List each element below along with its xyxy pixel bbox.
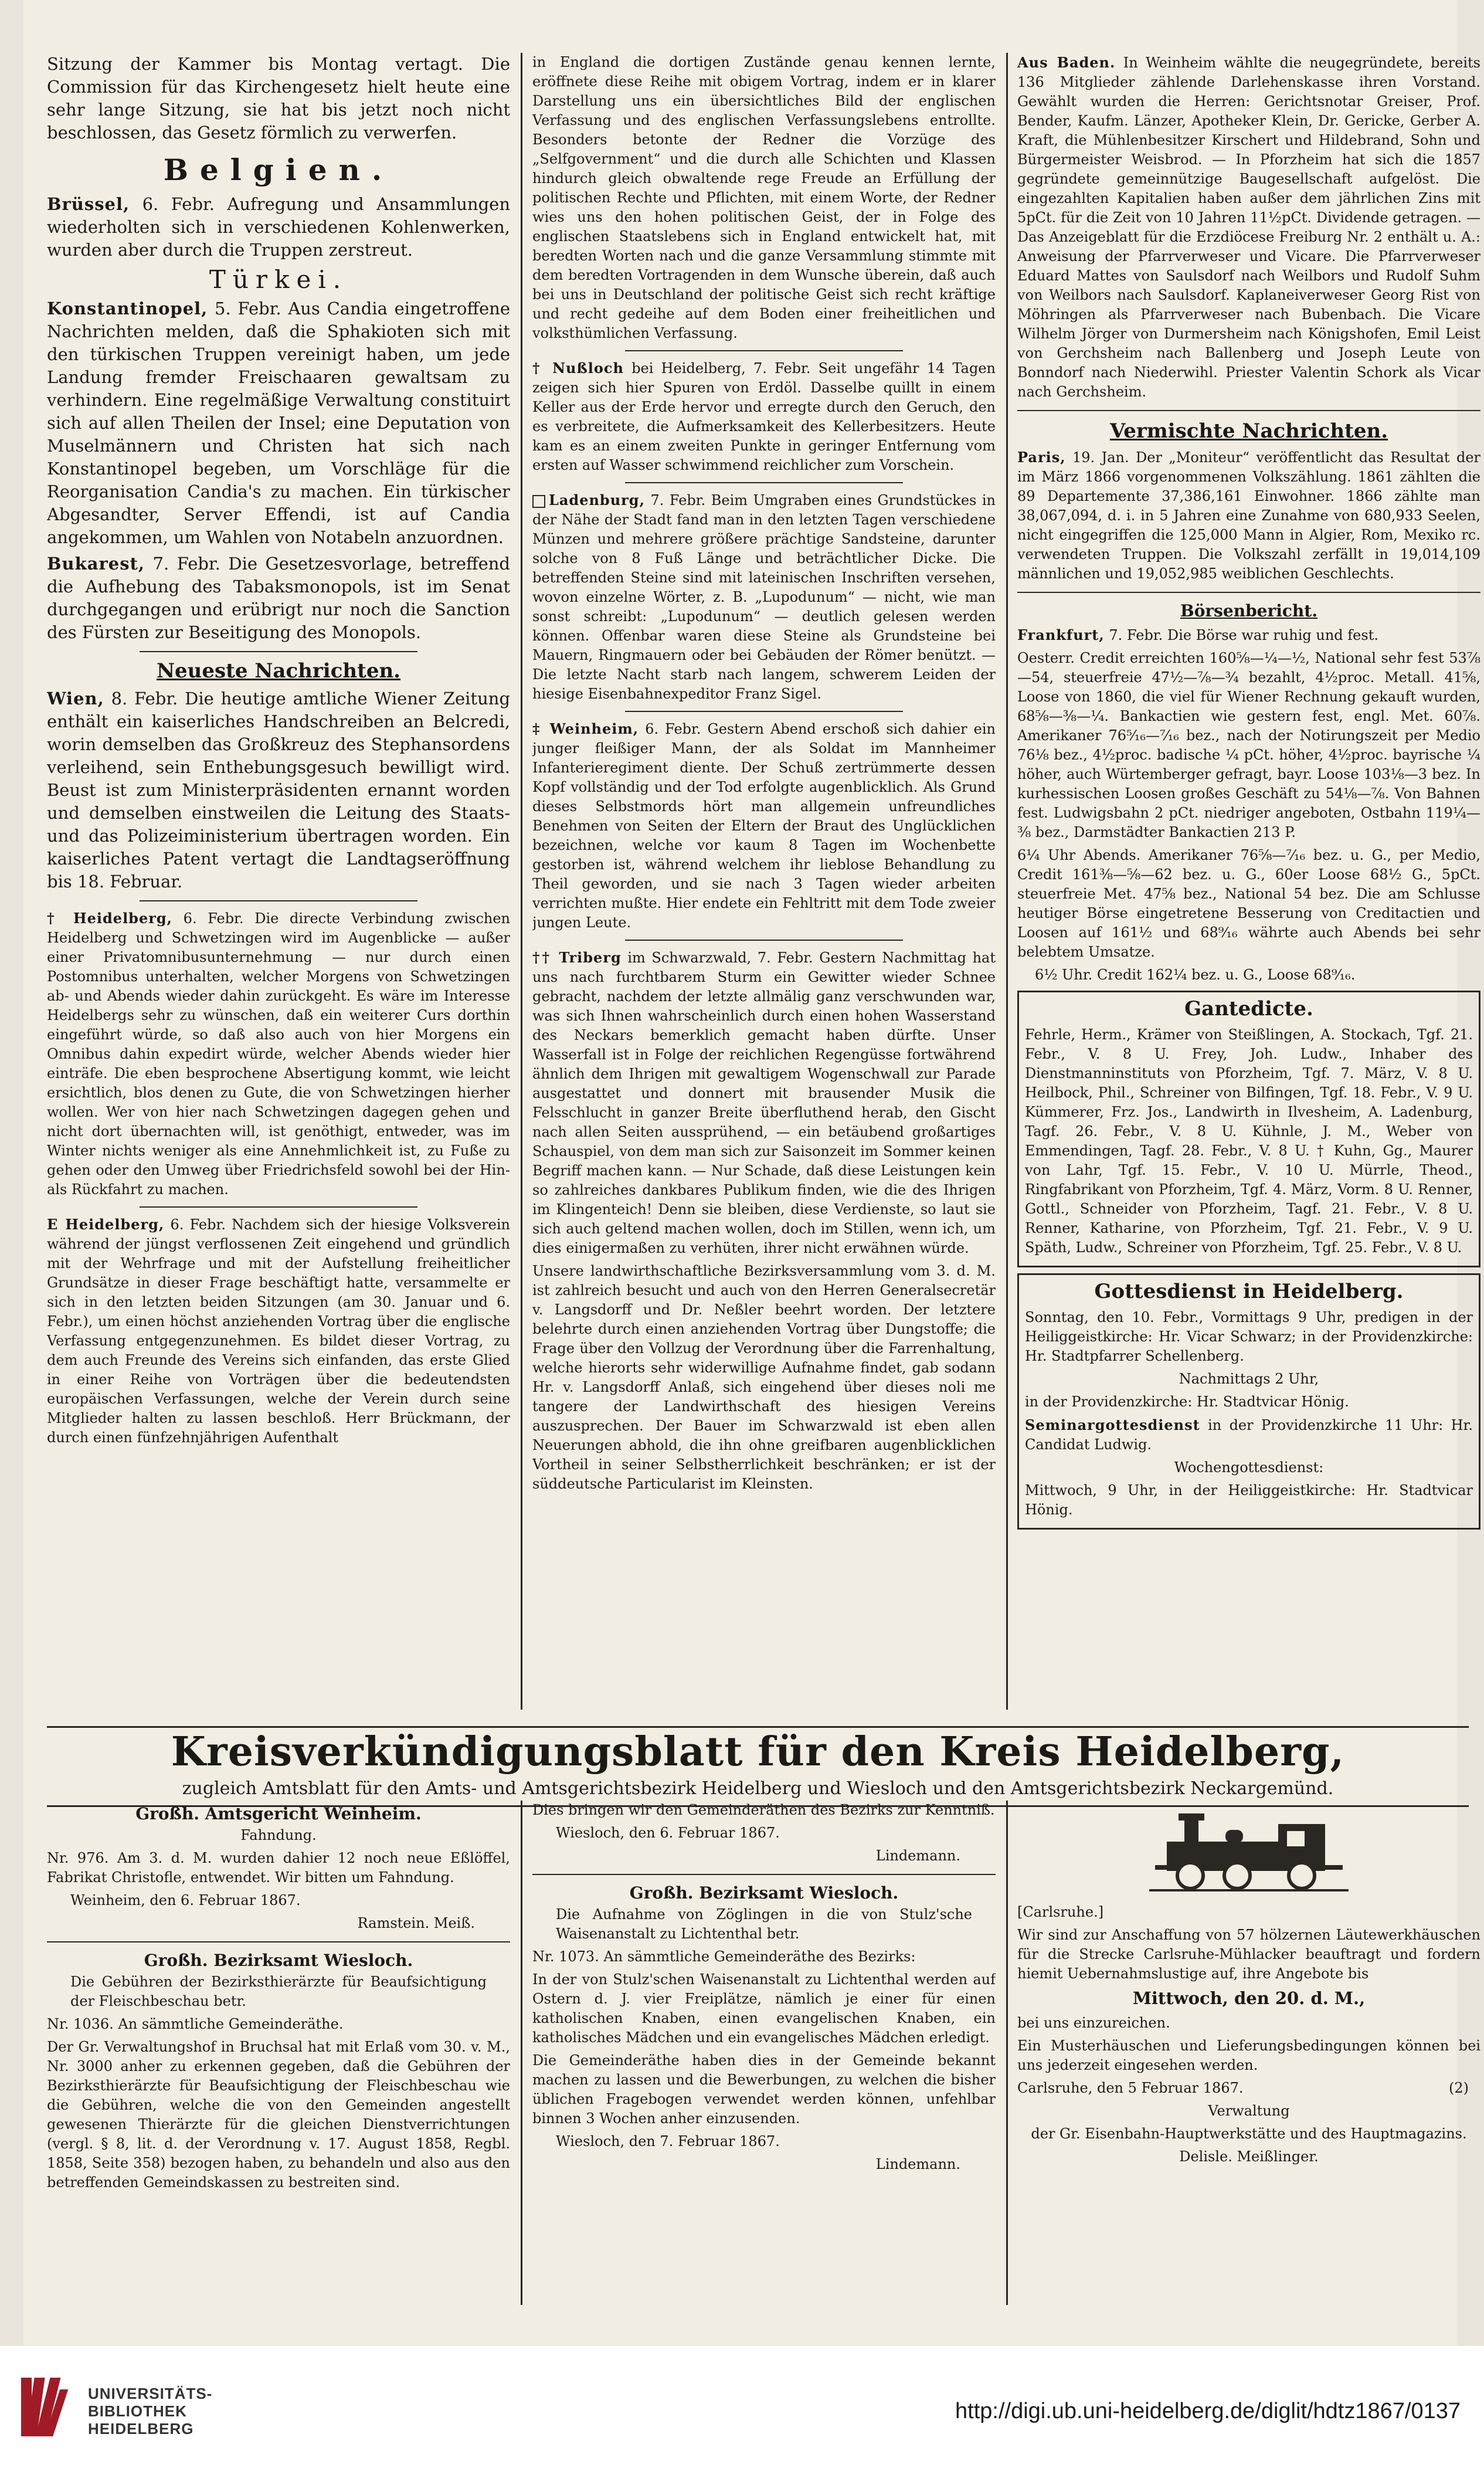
carlsruhe-deadline: Mittwoch, den 20. d. M., xyxy=(1132,1988,1366,2008)
text-paris: 19. Jan. Der „Moniteur“ veröffentlicht das Resultat der im März 1866 vorgenommenen Volkszählung. 1861 zählten die 89 Departemente 37,386,161 Einwohner. 1866 zählte man 38,067,094, d. i. in 5 Jahren eine Zunahme von 680,933 Seelen, nicht eingegriffen die 125,000 Mann in Algier, Rom, Mexiko rc. verwendeten Truppen. Die Volkszahl zerfällt in 19,014,109 männlichen und 19,052,985 weiblichen Geschlechts. xyxy=(1017,449,1480,582)
dateline-frankfurt: Frankfurt, xyxy=(1017,626,1105,643)
article-bruessel xyxy=(47,193,510,262)
kenntniss-signature: Lindemann. xyxy=(875,1847,960,1864)
carlsruhe-date-line xyxy=(1017,2079,1480,2098)
locomotive-icon xyxy=(1143,1806,1354,1894)
article-ladenburg xyxy=(532,490,996,704)
text-nussloch: bei Heidelberg, 7. Febr. Seit ungefähr 14 Tagen zeigen sich hier Spuren von Erdöl. Dasselbe quillt in einem Keller aus der Erde hervor und erregte durch den Geruch, den es verbreitete, die Aufmerksamkeit des Kellerbesitzers. Heute kam es an einem zweiten Punkte in geringer Entfernung vom ersten auf Wasser schwimmend reichlicher zum Vorschein. xyxy=(532,360,996,473)
gottesdienst-box xyxy=(1017,1273,1480,1530)
heading-gottesdienst: Gottesdienst in Heidelberg. xyxy=(1094,1280,1404,1303)
gottesdienst-text: Sonntag, den 10. Febr., Vormittags 9 Uhr, predigen in der Heiliggeistkirche: Hr. Vicar Schwarz; in der Providenzkirche: Hr. Stadtpfarrer Schellenberg. xyxy=(1025,1309,1473,1364)
divider xyxy=(532,1874,996,1875)
text-aus-baden: In Weinheim wählte die neugegründete, bereits 136 Mitglieder zählende Darlehenskasse ihren Vorstand. Gewählt wurden die Herren: Gerichtsnotar Greiser, Prof. Bender, Kaufm. Länzer, Apotheker Klein, Dr. Gericke, Gerber A. Kraft, die Mühlenbesitzer Kirschert und Hildebrand, Sohn und Bürgermeister Weisbrod. — In Pforzheim hat sich die 1857 gegründete gemeinnützige Baugesellschaft aufgelöst. Die eingezahlten Kapitalien haben außer dem jährlichen Zins mit 5pCt. für die Zeit von 10 Jahren 11½pCt. Dividende getragen. — Das Anzeigeblatt für die Erzdiöcese Freiburg Nr. 2 enthält u. A.: Anweisung der Pfarrverweser und Vicare. Die Pfarrverweser Eduard Mattes von Saulsdorf nach Weilbors und Rudolf Suhm von Weilbors nach Saulsdorf. Kaplaneiverweser Georg Rist von Möhringen als Pfarrverweser nach Bubenbach. Die Vicare Wilhelm Jörger von Durmersheim nach Königshofen, Emil Leist von Gerchsheim nach Ballenberg und Joseph Leute von Bonndorf nach Niederwihl. Priester Valentin Schork als Vicar nach Gerchsheim. xyxy=(1017,55,1480,400)
library-name: UNIVERSITÄTS- BIBLIOTHEK HEIDELBERG xyxy=(88,2385,213,2438)
heading-vermischte-nachrichten: Vermischte Nachrichten. xyxy=(1109,419,1388,443)
verwaltung-label: Verwaltung xyxy=(1208,2103,1290,2119)
divider xyxy=(140,651,417,652)
article-triberg xyxy=(532,948,996,1258)
column-rule xyxy=(1006,1801,1008,2305)
waisenanstalt-signature: Lindemann. xyxy=(875,2156,960,2172)
article-konstantinopel xyxy=(47,297,510,549)
upper-columns xyxy=(47,53,1480,1710)
dateline-paris: Paris, xyxy=(1017,449,1066,466)
carlsruhe-text-3: Ein Musterhäuschen und Lieferungsbedingungen können bei uns jederzeit eingesehen werden. xyxy=(1017,2038,1480,2073)
fahndung-signature: Ramstein. Meiß. xyxy=(357,1915,475,1931)
fahndung-label: Fahndung. xyxy=(240,1827,317,1843)
boerse-abend-2: 6½ Uhr. Credit 162¼ bez. u. G., Loose 68⁹⁄₁₆. xyxy=(1035,967,1356,983)
column-2 xyxy=(532,53,996,1710)
text-heidelberg-2: 6. Febr. Nachdem sich der hiesige Volksverein während der jüngst verflossenen Zeit eingehend und gründlich mit der Wehrfrage und mit der Aufstellung freiheitlicher Grundsätze in dieser Frage beschäftigt hatte, versammelte er sich in den letzten beiden Sitzungen (am 30. Januar und 6. Febr.), um einen höchst anziehenden Vortrag über die englische Verfassung entgegenzunehmen. Es bildet dieser Vortrag, zu dem auch Freunde des Vereins sich einfanden, das erste Glied in einer Reihe von Vorträgen über die bedeutendsten europäischen Verfassungen, welche der Verein durch seine Mitglieder halten zu lassen beschloß. Herr Brückmann, der durch einen fünfzehnjährigen Aufenthalt xyxy=(47,1216,510,1446)
gebuehren-nr: Nr. 1036. An sämmtliche Gemeinderäthe. xyxy=(47,2016,344,2032)
nachmittags-text: in der Providenzkirche: Hr. Stadtvicar Hönig. xyxy=(1025,1394,1349,1410)
lower-column-2 xyxy=(532,1801,996,2317)
column-rule xyxy=(521,1801,522,2305)
article-frankfurt xyxy=(1017,625,1480,645)
heading-boersenbericht: Börsenbericht. xyxy=(1180,601,1317,621)
article-nussloch xyxy=(532,358,996,475)
kreisverkuendigungsblatt-banner xyxy=(47,1721,1469,1807)
text-bruessel: 6. Febr. Aufregung und Ansammlungen wiederholten sich in verschiedenen Kohlenwerken, wurden aber durch die Truppen zerstreut. xyxy=(47,194,510,260)
banner-subtitle: zugleich Amtsblatt für den Amts- und Amtsgerichtsbezirk Heidelberg und Wiesloch und den Amtsgerichtsbezirk Neckargemünd. xyxy=(182,1778,1334,1799)
office-bezirksamt-wiesloch-1: Großh. Bezirksamt Wiesloch. xyxy=(144,1951,413,1970)
wochengottesdienst-label: Wochengottesdienst: xyxy=(1174,1459,1324,1476)
carlsruhe-signature: Delisle. Meißlinger. xyxy=(1179,2148,1319,2165)
article-weinheim xyxy=(532,719,996,933)
dateline-bruessel: Brüssel, xyxy=(47,194,130,214)
text-frankfurt: 7. Febr. Die Börse war ruhig und fest. xyxy=(1109,627,1378,643)
column-rule xyxy=(1006,53,1008,1710)
article-aus-baden xyxy=(1017,53,1480,402)
banner-title: Kreisverkündigungsblatt für den Kreis Heidelberg, xyxy=(171,1728,1345,1775)
waisenanstalt-text-2: Die Gemeinderäthe haben dies in der Gemeinde bekannt machen zu lassen und die Bewerbungen, zu welchen die bisher üblichen Fragebogen verwendet werden können, unfehlbar binnen 3 Wochen anher einzusenden. xyxy=(532,2052,996,2127)
source-url-link[interactable]: http://digi.ub.uni-heidelberg.de/diglit/hdtz1867/0137 xyxy=(955,2399,1461,2423)
dateline-aus-baden: Aus Baden. xyxy=(1017,54,1116,71)
divider xyxy=(1017,592,1480,593)
article-bukarest xyxy=(47,552,510,644)
dateline-konstantinopel: Konstantinopel, xyxy=(47,299,208,318)
divider xyxy=(625,482,903,483)
article-heidelberg-2-cont: in England die dortigen Zustände genau kennen lernte, eröffnete diese Reihe mit obigem Vortrag, indem er in klarer Darstellung uns ein übersichtliches Bild der englischen Verfassung und des englischen Verfassungslebens entrollte. Besonders betonte der Redner die Vorzüge des „Selfgovernment“ und die durch alle Schichten und Klassen hindurch gleich obwaltende rege Freude an Erfüllung der politischen Rechte und Pflichten, mit einem Worte, der Redner wies uns den hohen politischen Geist, der in Folge des englischen Staatslebens sich in England entwickelt hat, mit beredten Worten nach und die ganze Versammlung stimmte mit dem beredten Vortragenden in dem Wunsche überein, daß auch bei uns in Deutschland der politische Geist sich recht kräftige und recht gedeihe auf dem Boden einer freiheitlichen und volksthümlichen Verfassung. xyxy=(532,54,996,341)
waisenanstalt-nr: Nr. 1073. An sämmtliche Gemeinderäthe des Bezirks: xyxy=(532,1948,916,1965)
article-heidelberg-2 xyxy=(47,1215,510,1447)
article-paris xyxy=(1017,448,1480,584)
divider xyxy=(140,1206,417,1208)
kenntniss-text: Dies bringen wir den Gemeinderäthen des Bezirks zur Kenntniß. xyxy=(532,1802,995,1818)
university-library-logo-icon xyxy=(15,2372,80,2442)
text-wien: 8. Febr. Die heutige amtliche Wiener Zeitung enthält ein kaiserliches Handschreiben an Belcredi, worin demselben das Großkreuz des Stephansordens verleihend, sein Enthebungsgesuch bewilligt wird. Beust ist zum Ministerpräsidenten ernannt worden und demselben einstweilen die Leitung des Staats- und das Polizeiministerium übertragen worden. Ein kaiserliches Patent vertagt die Landtagseröffnung bis 18. Februar. xyxy=(47,689,510,891)
divider xyxy=(625,940,903,941)
lower-column-1 xyxy=(47,1801,510,2317)
nachmittags-label: Nachmittags 2 Uhr, xyxy=(1179,1371,1319,1387)
waisenanstalt-text: In der von Stulz'schen Waisenanstalt zu Lichtenthal werden auf Ostern d. J. vier Freiplätze, nämlich je einer für einen katholischen Knaben, einen evangelischen Knaben, ein katholisches Mädchen und ein evangelisches Mädchen erledigt. xyxy=(532,1971,996,2046)
newspaper-page xyxy=(23,0,1480,2346)
gebuehren-subject: Die Gebühren der Bezirksthierärzte für Beaufsichtigung der Fleischbeschau betr. xyxy=(70,1974,487,2009)
dateline-wien: Wien, xyxy=(47,689,104,708)
text-konstantinopel: 5. Febr. Aus Candia eingetroffene Nachrichten melden, daß die Sphakioten sich mit den türkischen Truppen vereinigt haben, um jede Landung fremder Freischaaren gewaltsam zu verhindern. Eine regelmäßige Verwaltung constituirt sich auf allen Theilen der Insel; eine Deputation von Muselmännern und Christen hat sich nach Konstantinopel begeben, um Vorschläge für die Reorganisation Candia's zu machen. Ein türkischer Abgesandter, Server Effendi, ist auf Candia angekommen, um Wahlen von Notabeln anzuordnen. xyxy=(47,299,510,547)
dateline-nussloch: † Nußloch xyxy=(532,360,624,377)
office-bezirksamt-wiesloch-2: Großh. Bezirksamt Wiesloch. xyxy=(629,1883,899,1903)
column-3 xyxy=(1017,53,1480,1710)
dateline-ladenburg: Ladenburg, xyxy=(549,491,645,508)
article-landwirthschaft: Unsere landwirthschaftliche Bezirksversammlung vom 3. d. M. ist zahlreich besucht und auch von den Herren Generalsecretär v. Langsdorff und Dr. Neßler beehrt worden. Der letztere belehrte durch einen anziehenden Vortrag über Dungstoffe; die Frage über den Vollzug der Verordnung über die Farrenhaltung, welche hierorts sehr widerwillige Aufnahme findet, gab sodann Hr. v. Langsdorff Anlaß, sich eingehend über dieses noli me tangere der Landwirthschaft des hiesigen Vereins auszusprechen. Der Bauer im Schwarzwald ist eben allen Neuerungen abhold, die ihn ohne greifbaren augenblicklichen Vortheil in seiner Selbstherrlichkeit beschränken; er ist der süddeutsche Particularist im Kleinsten. xyxy=(532,1263,996,1492)
divider xyxy=(625,711,903,712)
waisenanstalt-subject: Die Aufnahme von Zöglingen in die von Stulz'sche Waisenanstalt zu Lichtenthal betr. xyxy=(556,1906,972,1942)
carlsruhe-text-2: bei uns einzureichen. xyxy=(1017,2015,1170,2031)
dateline-triberg: †† Triberg xyxy=(532,949,622,966)
verwaltung-text: der Gr. Eisenbahn-Hauptwerkstätte und des Hauptmagazins. xyxy=(1031,2125,1467,2142)
carlsruhe-date: Carlsruhe, den 5 Februar 1867. xyxy=(1017,2080,1244,2096)
lower-column-3 xyxy=(1017,1801,1480,2317)
heading-gantedicte: Gantedicte. xyxy=(1184,997,1313,1021)
text-weinheim: 6. Febr. Gestern Abend erschoß sich dahier ein junger fleißiger Mann, der als Soldat im Mannheimer Infanterieregiment diente. Der Schuß zertrümmerte dessen Kopf vollständig und der Tod erfolgte augenblicklich. Als Grund dieses Selbstmords hört man allgemein unfreundliches Benehmen von Seiten der Eltern der Braut des Unglücklichen bezeichnen, welche vor kaum 8 Tagen im Wochenbette gestorben ist, während welchem ihr lieblose Behandlung zu Theil geworden, und sie nach 3 Tagen wieder arbeiten verrichten mußte. Hier endete ein Fehltritt mit dem Tode zweier jungen Leute. xyxy=(532,721,996,931)
kenntniss-date: Wiesloch, den 6. Februar 1867. xyxy=(556,1825,780,1841)
seminargottesdienst: Seminargottesdienst in der Providenzkirche 11 Uhr: Hr. Candidat Ludwig. xyxy=(1025,1416,1473,1453)
boerse-details: Oesterr. Credit erreichten 160⅝—¼—½, National sehr fest 53⅞—54, steuerfreie 47½—⅞—¾ bezahlt, 4½proc. Metall. 41⅝, Loose von 1860, die viel für Wiener Rechnung gekauft wurden, 68⅝—⅜—¼. Bankactien wie gestern fest, engl. Met. 60⅞. Amerikaner 76⁵⁄₁₆—⁷⁄₁₆ bez., nach der Notirungszeit per Medio 76⅛ bez., 4½proc. badische ¼ pCt. höher, 4½proc. bayrische ¼ höher, auch Würtemberger gefragt, bayr. Loose 103⅛—3 bez. In kurhessischen Loosen großes Geschäft zu 54⅛—⅞. Von Bahnen fest. Ludwigsbahn 2 pCt. niedriger angeboten, Ostbahn 119¼—⅜ bez., Darmstädter Bankactien 213 P. xyxy=(1017,650,1480,840)
waisenanstalt-date: Wiesloch, den 7. Februar 1867. xyxy=(556,2133,780,2150)
dateline-weinheim: ‡ Weinheim, xyxy=(532,720,639,737)
divider xyxy=(140,900,417,901)
divider xyxy=(1017,410,1480,411)
kammer-paragraph: Sitzung der Kammer bis Montag vertagt. Die Commission für das Kirchengesetz hielt heute eine sehr lange Sitzung, sie hat bis jetzt noch nicht beschlossen, das Gesetz förmlich zu verwerfen. xyxy=(47,54,510,143)
gantedicte-text: Fehrle, Herm., Krämer von Steißlingen, A. Stockach, Tgf. 21. Febr., V. 8 U. Frey, Joh. Ludw., Inhaber des Dienstmanninstituts von Pforzheim, Tgf. 7. März, V. 8 U. Heilbock, Phil., Schreiner von Bilfingen, Tgf. 18. Febr., V. 9 U. Kümmerer, Frz. Jos., Landwirth in Ilvesheim, A. Ladenburg, Tagf. 26. Febr., V. 8 U. Kühnle, J. M., Weber von Emmendingen, Tagf. 28. Febr., V. 8 U. † Kuhn, Gg., Maurer von Lahr, Tgf. 15. Febr., V. 10 U. Mürrle, Theod., Ringfabrikant von Pforzheim, Tgf. 4. März, Vorm. 8 U. Renner, Gottl., Schneider von Pforzheim, Tagf. 21. Febr., V. 8 U. Renner, Katharine, von Pforzheim, Tgf. 21. Febr., V. 9 U. Späth, Ludw., Schreiner von Pforzheim, Tgf. 25. Febr., V. 8 U. xyxy=(1025,1026,1473,1256)
heading-neueste-nachrichten: Neueste Nachrichten. xyxy=(156,659,401,683)
wochengottesdienst-text: Mittwoch, 9 Uhr, in der Heiliggeistkirche: Hr. Stadtvicar Hönig. xyxy=(1025,1482,1473,1518)
text-bukarest: 7. Febr. Die Gesetzesvorlage, betreffend die Aufhebung des Tabaksmonopols, ist im Senat durchgegangen und erübrigt nur noch die Sanction des Fürsten zur Beseitigung des Monopols. xyxy=(47,554,510,642)
article-heidelberg-1 xyxy=(47,908,510,1199)
dateline-heidelberg-1: † Heidelberg, xyxy=(47,910,173,927)
lower-columns xyxy=(47,1801,1480,2317)
text-triberg: im Schwarzwald, 7. Febr. Gestern Nachmittag hat uns nach furchtbarem Sturm ein Gewitter wieder Schnee gebracht, nachdem der letzte allmälig ganz verschwunden war, was sich Ihnen wahrscheinlich durch einen hohen Wasserstand des Neckars bemerklich gemacht haben dürfte. Unser Wasserfall ist in Folge der reichlichen Regengüsse fortwährend ähnlich dem Ihrigen mit gewaltigem Wogenschwall zur Parade ausgestattet und donnert mit brausender Musik die Felsschlucht in ganzer Breite überfluthend herab, den Gischt nach allen Seiten aussprühend, — ein betäubend großartiges Schauspiel, von dem man sich zur Saisonzeit im Sommer keinen Begriff machen kann. — Nur Schade, daß diese Leistungen kein so zahlreiches dankbares Publikum finden, wie die des Ihrigen im Klingenteich! Denn sie bleiben, diese Verdienste, so laut sie sich auch geltend machen wollen, doch im Stillen, wenn ich, um dies einigermaßen zu verhüten, ihrer nicht erwähnen würde. xyxy=(532,950,996,1256)
gebuehren-text: Der Gr. Verwaltungshof in Bruchsal hat mit Erlaß vom 30. v. M., Nr. 3000 anher zu erkennen gegeben, daß die Gebühren der Bezirksthierärzte für Beaufsichtigung der Fleischbeschau wie die Gebühren, welche die von den Gemeinden angestellt gewesenen Thierärzte für die gleichen Dienstverrichtungen (vergl. § 8, lit. d. der Verordnung v. 17. August 1858, Regbl. 1858, Seite 358) bezogen haben, zu behandeln und also aus den betreffenden Gemeindskassen zu bestreiten sind. xyxy=(47,2039,510,2191)
column-rule xyxy=(521,53,522,1710)
carlsruhe-number: (2) xyxy=(1449,2080,1469,2096)
heading-belgien: Belgien. xyxy=(163,152,394,187)
dateline-bukarest: Bukarest, xyxy=(47,554,145,574)
heading-tuerkei: Türkei. xyxy=(209,265,348,294)
text-heidelberg-1: 6. Febr. Die directe Verbindung zwischen Heidelberg und Schwetzingen wird im Augenblicke — außer einer Privatomnibusunternehmung — nur durch einen Postomnibus unterhalten, welcher Morgens von Schwetzingen ab- und Abends wieder dahin zurückgeht. Es wäre im Interesse Heidelbergs sehr zu wünschen, daß ein weiterer Curs dorthin eingeführt würde, so daß also auch von hier Morgens ein Omnibus dahin expedirt würde, welcher Abends wieder hier einträfe. Die eben besprochene Absertigung kommt, wie leicht ersichtlich, blos denen zu Gute, die von Schwetzingen hierher wollen. Wer von hier nach Schwetzingen dagegen gehen und nicht dort übernachten will, ist genöthigt, entweder, was im Winter nichts weniger als eine Annehmlichkeit ist, zu Fuße zu gehen oder den Umweg über Friedrichsfeld sowohl bei der Hin- als Rückfahrt zu machen. xyxy=(47,910,510,1198)
office-amtsgericht-weinheim: Großh. Amtsgericht Weinheim. xyxy=(135,1804,422,1823)
article-wien xyxy=(47,687,510,893)
fahndung-text: Nr. 976. Am 3. d. M. wurden dahier 12 noch neue Eßlöffel, Fabrikat Christofle, entwendet. Wir bitten um Fahndung. xyxy=(47,1850,510,1886)
footer-bar xyxy=(0,2346,1484,2468)
divider xyxy=(625,350,903,351)
checkbox-icon xyxy=(532,495,545,508)
carlsruhe-text: Wir sind zur Anschaffung von 57 hölzernen Läutewerkhäuschen für die Strecke Carlsruhe-Mühlacker beauftragt und fordern hiemit Uebernahmslustige auf, ihre Angebote bis xyxy=(1017,1927,1480,1982)
text-ladenburg: 7. Febr. Beim Umgraben eines Grundstückes in der Nähe der Stadt fand man in den letzten Tagen verschiedene Münzen und mehrere größere prächtige Sandsteine, darunter solche von 8 Fuß Länge und beträchtlicher Dicke. Die betreffenden Steine sind mit lateinischen Inschriften versehen, wovon einzelne Wörter, z. B. „Lupodunum“ — nicht, wie man sonst schreibt: „Lupodunum“ — deutlich gelesen werden können. Offenbar waren diese Steine als Grundsteine bei Mauern, Ringmauern oder bei Gebäuden der Römer benützt. — Die letzte Nacht starb nach langem, schwerem Leiden der hiesige Eisenbahnexpeditor Franz Sigel. xyxy=(532,492,996,702)
dateline-heidelberg-2: E Heidelberg, xyxy=(47,1216,165,1233)
carlsruhe-place: [Carlsruhe.] xyxy=(1017,1904,1104,1920)
gantedicte-box xyxy=(1017,991,1480,1267)
column-1 xyxy=(47,53,510,1710)
fahndung-date: Weinheim, den 6. Februar 1867. xyxy=(70,1892,301,1908)
boerse-abend: 6¼ Uhr Abends. Amerikaner 76⅝—⁷⁄₁₆ bez. u. G., per Medio, Credit 161⅜—⅝—62 bez. u. G., 60er Loose 68½ G., 5pCt. steuerfreie Met. 47⅝ bez., National 54 bez. Die am Schlusse heutiger Börse eingetretene Besserung von Creditactien und Loosen auf 161½ und 68⁹⁄₁₆ währte auch Abends bei sehr belebtem Umsatze. xyxy=(1017,847,1480,960)
divider xyxy=(47,1941,510,1942)
